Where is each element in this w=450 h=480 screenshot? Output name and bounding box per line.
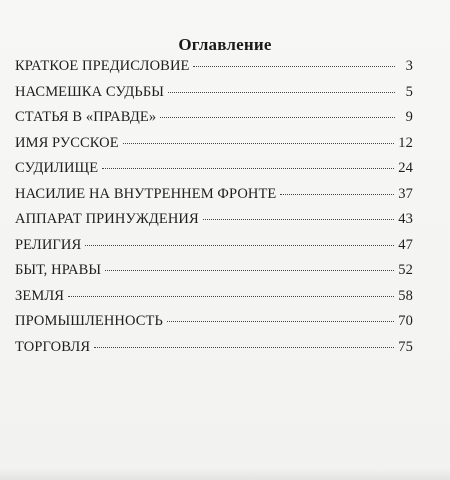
toc-entry-page: 24 xyxy=(398,160,413,176)
toc-entry-label: ТОРГОВЛЯ xyxy=(15,338,91,355)
toc-entry-page: 58 xyxy=(398,287,413,304)
toc-entry-label: КРАТКОЕ ПРЕДИСЛОВИЕ xyxy=(15,58,190,74)
toc-entry[interactable] xyxy=(15,211,413,237)
toc-entry-page: 52 xyxy=(398,262,413,278)
toc-entry-page: 47 xyxy=(398,236,413,253)
toc-entry[interactable] xyxy=(15,135,413,161)
toc-entry[interactable] xyxy=(15,186,413,212)
toc-entry[interactable] xyxy=(15,160,413,186)
toc-entry-label: РЕЛИГИЯ xyxy=(15,236,82,253)
toc-entry[interactable] xyxy=(15,262,413,288)
table-of-contents xyxy=(15,58,413,364)
toc-entry-page: 3 xyxy=(405,58,413,74)
toc-entry[interactable] xyxy=(15,313,413,339)
toc-entry-label: ИМЯ РУССКОЕ xyxy=(15,134,119,151)
toc-entry-label: НАСМЕШКА СУДЬБЫ xyxy=(15,83,165,100)
dot-leader xyxy=(102,168,394,169)
toc-entry-page: 43 xyxy=(398,211,413,227)
dot-leader xyxy=(193,66,395,67)
toc-entry[interactable] xyxy=(15,288,413,314)
toc-entry-page: 9 xyxy=(405,109,413,125)
toc-entry-label: СТАТЬЯ В «ПРАВДЕ» xyxy=(15,109,157,125)
toc-entry[interactable] xyxy=(15,339,413,365)
toc-entry-label: АППАРАТ ПРИНУЖДЕНИЯ xyxy=(15,211,199,227)
dot-leader xyxy=(168,92,395,93)
toc-entry[interactable] xyxy=(15,237,413,263)
toc-entry-label: СУДИЛИЩЕ xyxy=(15,160,99,176)
toc-entry[interactable] xyxy=(15,109,413,135)
dot-leader xyxy=(123,143,395,144)
toc-entry-label: БЫТ, НРАВЫ xyxy=(15,262,102,278)
toc-entry-page: 75 xyxy=(398,338,413,355)
toc-entry-label: ПРОМЫШЛЕННОСТЬ xyxy=(15,313,163,329)
dot-leader xyxy=(167,321,394,322)
dot-leader xyxy=(203,219,395,220)
dot-leader xyxy=(105,270,394,271)
toc-entry[interactable] xyxy=(15,84,413,110)
toc-entry-label: НАСИЛИЕ НА ВНУТРЕННЕМ ФРОНТЕ xyxy=(15,185,277,202)
dot-leader xyxy=(94,347,394,348)
dot-leader xyxy=(85,245,394,246)
dot-leader xyxy=(280,194,394,195)
dot-leader xyxy=(68,296,394,297)
toc-entry-page: 12 xyxy=(398,134,413,151)
toc-entry[interactable] xyxy=(15,58,413,84)
toc-entry-page: 5 xyxy=(405,83,413,100)
dot-leader xyxy=(160,117,395,118)
toc-entry-page: 37 xyxy=(398,185,413,202)
toc-title: Оглавление xyxy=(178,35,272,54)
toc-entry-page: 70 xyxy=(398,313,413,329)
paper-shadow xyxy=(0,468,450,480)
toc-entry-label: ЗЕМЛЯ xyxy=(15,287,65,304)
